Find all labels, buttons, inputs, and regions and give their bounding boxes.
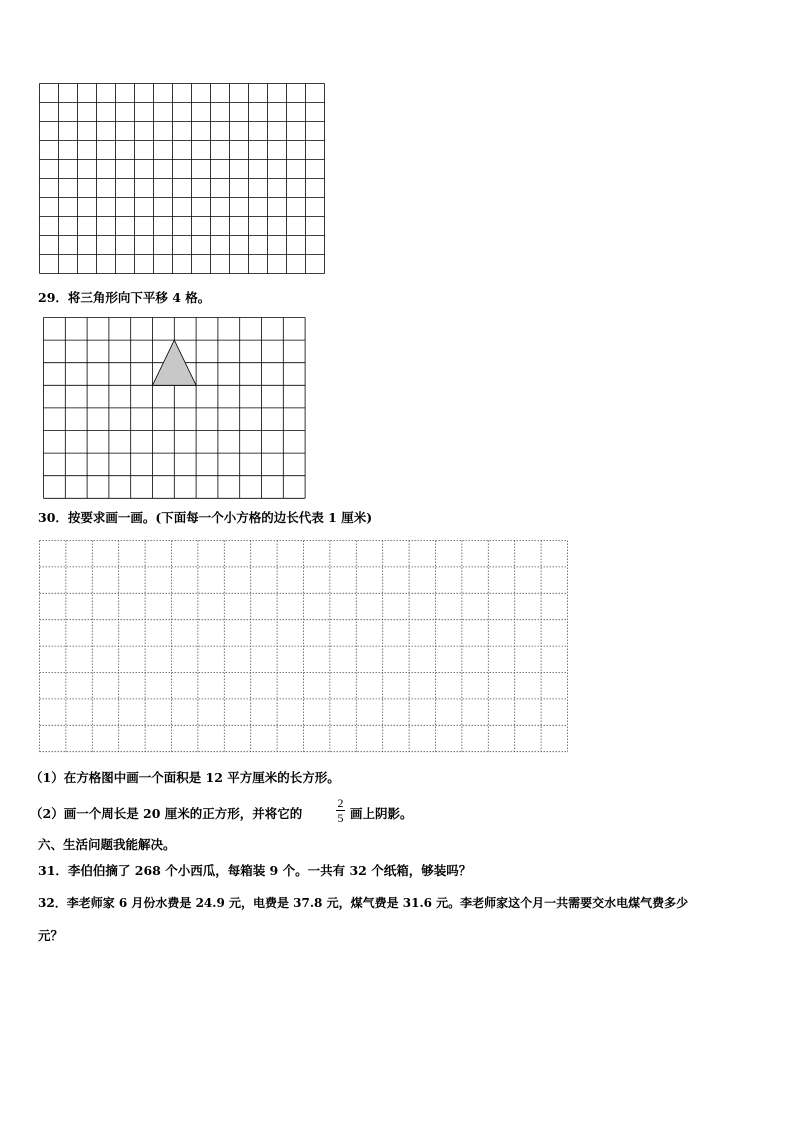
answer-grid-top <box>39 83 329 276</box>
grid-lines <box>40 541 568 752</box>
question-32-line-1: 32．李老师家 6 月份水费是 24.9 元，电费是 37.8 元，煤气费是 31.6 元。李老师家这个月一共需要交水电煤气费多少 <box>38 896 689 910</box>
dotted-square-grid <box>39 540 571 754</box>
question-30-part-2-start: （2）画一个周长是 20 厘米的正方形，并将它的 <box>30 806 303 821</box>
question-30-part-1: （1）在方格图中画一个面积是 12 平方厘米的长方形。 <box>30 770 340 785</box>
question-30-part-2-end: 画上阴影。 <box>350 806 413 821</box>
question-30-label: 30．按要求画一画。(下面每一个小方格的边长代表 1 厘米) <box>38 510 373 525</box>
fraction-numerator: 2 <box>337 796 344 810</box>
section-6-heading: 六、生活问题我能解决。 <box>38 837 176 852</box>
question-32-line-2: 元？ <box>38 928 64 943</box>
question-29-label: 29．将三角形向下平移 4 格。 <box>38 290 211 305</box>
two-fifths-fraction <box>336 797 345 824</box>
grid-lines <box>40 84 325 274</box>
translation-grid <box>43 317 307 500</box>
fraction-denominator: 5 <box>337 811 344 825</box>
question-31-text: 31．李伯伯摘了 268 个小西瓜，每箱装 9 个。一共有 32 个纸箱，够装吗？ <box>38 863 472 878</box>
